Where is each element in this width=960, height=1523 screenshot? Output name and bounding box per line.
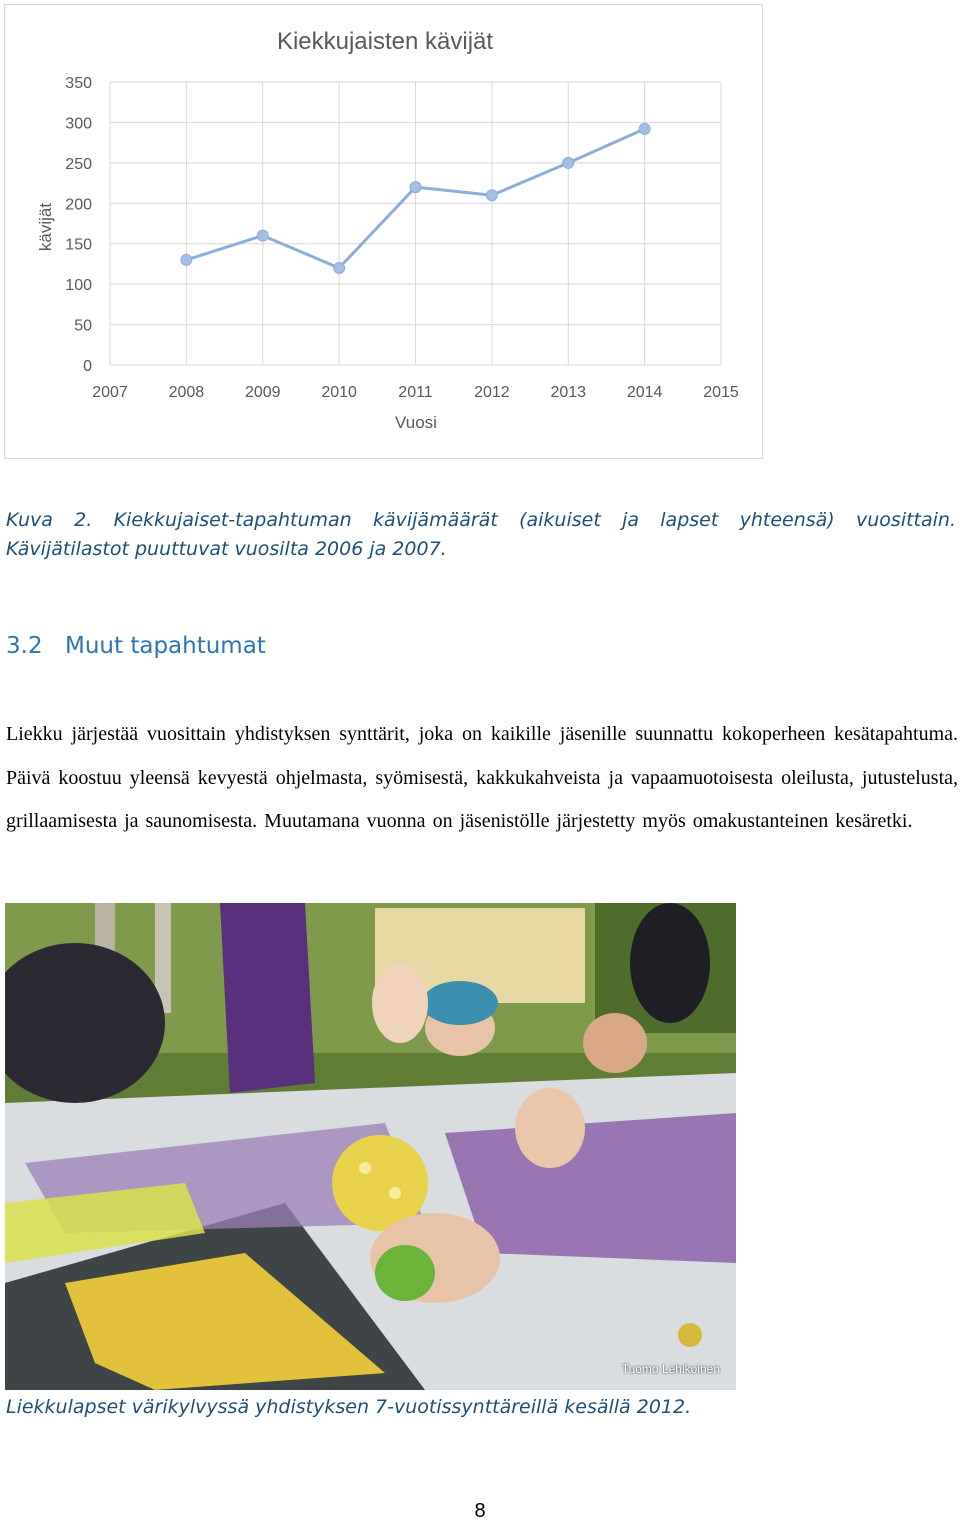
- x-axis-label: Vuosi: [395, 413, 437, 432]
- section-title: Muut tapahtumat: [65, 633, 266, 659]
- x-tick-label: 2008: [168, 384, 205, 401]
- data-point: [410, 182, 421, 193]
- y-axis-label: kävijät: [36, 202, 55, 252]
- y-tick-label: 350: [65, 75, 92, 92]
- photo-credit: Tuomo Lehikoinen: [621, 1362, 720, 1376]
- event-photo: [5, 903, 736, 1390]
- line-chart: [5, 5, 764, 460]
- y-tick-label: 150: [65, 236, 92, 254]
- y-tick-label: 50: [74, 317, 92, 335]
- data-point: [334, 262, 345, 273]
- visitors-chart: [4, 4, 763, 459]
- data-point: [639, 123, 650, 134]
- chart-title: Kiekkujaisten kävijät: [276, 28, 494, 55]
- photo-illustration: [5, 903, 736, 1390]
- x-tick-label: 2013: [550, 384, 587, 401]
- y-tick-label: 250: [65, 155, 92, 173]
- x-tick-label: 2009: [244, 384, 281, 401]
- x-tick-label: 2012: [474, 384, 510, 401]
- figure-caption: Kuva 2. Kiekkujaiset-tapahtuman kävijämäärät (aikuiset ja lapset yhteensä) vuosittain. Kävijätilastot puuttuvat vuosilta 2006 ja 2007.: [6, 509, 956, 560]
- data-point: [257, 230, 268, 241]
- y-tick-label: 100: [65, 277, 92, 295]
- x-tick-label: 2015: [703, 384, 739, 401]
- data-point: [181, 254, 192, 265]
- x-tick-label: 2014: [626, 384, 663, 401]
- y-tick-label: 300: [65, 115, 92, 133]
- body-paragraph: Liekku järjestää vuosittain yhdistyksen synttärit, joka on kaikille jäsenille suunnattu kokoperheen kesätapahtuma. Päivä koostuu yleensä kevyestä ohjelmasta, syömisestä, kakkukahveista ja vapaamuotoisesta oleilusta, jutustelusta, grillaamisesta ja saunomisesta. Muutamana vuonna on jäsenistölle järjestetty myös omakustanteinen kesäretki.: [6, 723, 958, 832]
- section-number: 3.2: [6, 633, 43, 659]
- y-tick-label: 0: [83, 358, 92, 375]
- page-number: 8: [474, 1500, 486, 1522]
- data-point: [486, 190, 497, 201]
- x-tick-label: 2011: [398, 384, 433, 401]
- y-tick-label: 200: [65, 196, 92, 214]
- photo-caption: Liekkulapset värikylvyssä yhdistyksen 7-vuotissynttäreillä kesällä 2012.: [6, 1396, 692, 1418]
- x-tick-label: 2010: [321, 384, 357, 401]
- data-point: [563, 157, 574, 168]
- section-heading: [6, 633, 266, 659]
- x-tick-label: 2007: [92, 384, 128, 401]
